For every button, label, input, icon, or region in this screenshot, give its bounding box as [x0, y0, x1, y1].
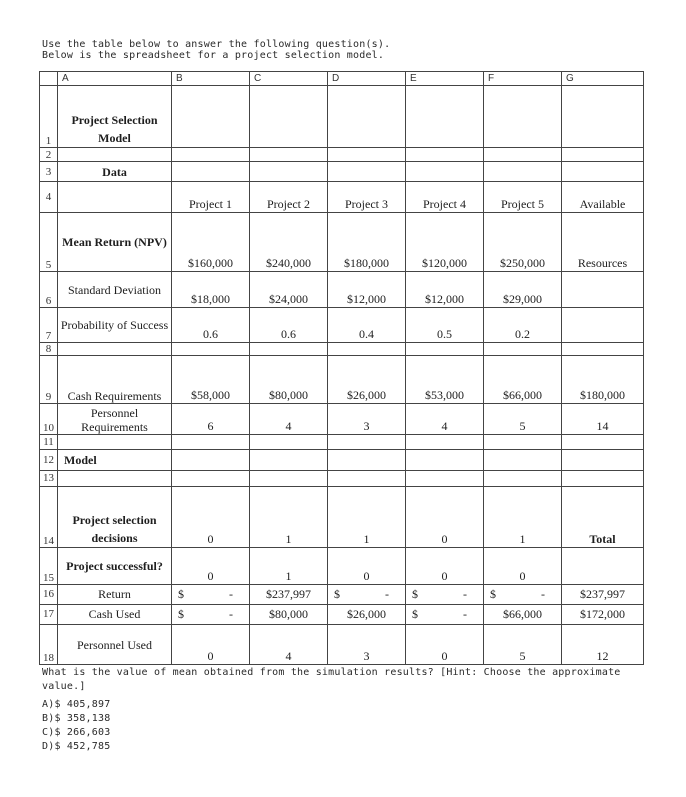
cell-e16: $ - [406, 584, 484, 604]
column-header-b: B [172, 72, 250, 86]
cell-e9: $53,000 [406, 356, 484, 404]
column-header-a: A [58, 72, 172, 86]
cell-c16: $237,997 [250, 584, 328, 604]
total-personnel-used: 12 [562, 625, 644, 665]
cell-d15: 0 [328, 547, 406, 584]
spreadsheet [39, 71, 644, 665]
cell-b14: 0 [172, 487, 250, 547]
cell-c15: 1 [250, 547, 328, 584]
cell-g5: Resources [562, 213, 644, 272]
row-13 [40, 470, 644, 487]
row-number: 10 [40, 404, 58, 435]
cell-e14: 0 [406, 487, 484, 547]
row-number: 17 [40, 604, 58, 625]
model-section-label: Model [58, 449, 172, 470]
cell-g10: 14 [562, 404, 644, 435]
cash-requirements-label: Cash Requirements [58, 356, 172, 404]
cell-b9: $58,000 [172, 356, 250, 404]
cell-c10: 4 [250, 404, 328, 435]
cell-d14: 1 [328, 487, 406, 547]
cell-e17: $ - [406, 604, 484, 625]
cell-e6: $12,000 [406, 272, 484, 307]
project-successful-label: Project successful? [58, 547, 172, 584]
std-dev-label: Standard Deviation [58, 272, 172, 307]
row-number: 6 [40, 272, 58, 307]
column-header-d: D [328, 72, 406, 86]
row-number: 9 [40, 356, 58, 404]
row-number: 12 [40, 449, 58, 470]
project-1-header: Project 1 [172, 182, 250, 213]
selection-decisions-label: Project selection decisions [58, 487, 172, 547]
title-label: Project Selection Model [58, 85, 172, 147]
cell-f18: 5 [484, 625, 562, 665]
cell-g9: $180,000 [562, 356, 644, 404]
row-15 [40, 547, 644, 584]
row-number: 1 [40, 85, 58, 147]
cell-b18: 0 [172, 625, 250, 665]
cash-used-label: Cash Used [58, 604, 172, 625]
cell-f14: 1 [484, 487, 562, 547]
cell-c9: $80,000 [250, 356, 328, 404]
cell-b10: 6 [172, 404, 250, 435]
data-section-label: Data [58, 162, 172, 182]
cell-b16: $ - [172, 584, 250, 604]
row-16 [40, 584, 644, 604]
row-number: 3 [40, 162, 58, 182]
row-17 [40, 604, 644, 625]
column-header-f: F [484, 72, 562, 86]
cell-c17: $80,000 [250, 604, 328, 625]
row-11 [40, 435, 644, 450]
intro-line-1: Use the table below to answer the following question(s). [42, 39, 391, 50]
cell-b6: $18,000 [172, 272, 250, 307]
cell-b7: 0.6 [172, 307, 250, 342]
row-9 [40, 356, 644, 404]
intro-line-2: Below is the spreadsheet for a project selection model. [42, 50, 385, 61]
answer-option-b[interactable]: B)$ 358,138 [42, 713, 111, 724]
cell-d10: 3 [328, 404, 406, 435]
cell-c7: 0.6 [250, 307, 328, 342]
row-number: 4 [40, 182, 58, 213]
cell-d16: $ - [328, 584, 406, 604]
column-header-row [40, 72, 644, 86]
total-return: $237,997 [562, 584, 644, 604]
project-4-header: Project 4 [406, 182, 484, 213]
row-number: 5 [40, 213, 58, 272]
cell-b5: $160,000 [172, 213, 250, 272]
cell-d17: $26,000 [328, 604, 406, 625]
cell-f6: $29,000 [484, 272, 562, 307]
return-label: Return [58, 584, 172, 604]
cell-d9: $26,000 [328, 356, 406, 404]
cell-f10: 5 [484, 404, 562, 435]
row-8 [40, 342, 644, 356]
answer-option-a[interactable]: A)$ 405,897 [42, 699, 111, 710]
cell-c6: $24,000 [250, 272, 328, 307]
available-header: Available [562, 182, 644, 213]
cell-f5: $250,000 [484, 213, 562, 272]
personnel-requirements-label: Personnel Requirements [58, 404, 172, 435]
total-header: Total [562, 487, 644, 547]
cell-f9: $66,000 [484, 356, 562, 404]
cell-e10: 4 [406, 404, 484, 435]
cell-c5: $240,000 [250, 213, 328, 272]
project-3-header: Project 3 [328, 182, 406, 213]
row-number: 18 [40, 625, 58, 665]
cell-f7: 0.2 [484, 307, 562, 342]
cell-e5: $120,000 [406, 213, 484, 272]
answer-option-d[interactable]: D)$ 452,785 [42, 741, 111, 752]
total-cash-used: $172,000 [562, 604, 644, 625]
row-number: 7 [40, 307, 58, 342]
row-number: 8 [40, 342, 58, 356]
answer-options [42, 698, 110, 754]
column-header-e: E [406, 72, 484, 86]
row-number: 16 [40, 584, 58, 604]
cell-f15: 0 [484, 547, 562, 584]
question-text: What is the value of mean obtained from the simulation results? [Hint: Choose the approximate value.] [42, 667, 621, 692]
row-7 [40, 307, 644, 342]
row-2 [40, 147, 644, 162]
row-18 [40, 625, 644, 665]
mean-return-label: Mean Return (NPV) [58, 213, 172, 272]
row-10 [40, 404, 644, 435]
row-14 [40, 487, 644, 547]
column-header-g: G [562, 72, 644, 86]
cell-d7: 0.4 [328, 307, 406, 342]
row-1 [40, 85, 644, 147]
column-header-c: C [250, 72, 328, 86]
cell-f16: $ - [484, 584, 562, 604]
row-6 [40, 272, 644, 307]
row-3 [40, 162, 644, 182]
row-5 [40, 213, 644, 272]
cell-d5: $180,000 [328, 213, 406, 272]
cell-e18: 0 [406, 625, 484, 665]
corner-cell [40, 72, 58, 86]
row-number: 11 [40, 435, 58, 450]
project-2-header: Project 2 [250, 182, 328, 213]
project-5-header: Project 5 [484, 182, 562, 213]
cell-b17: $ - [172, 604, 250, 625]
cell-d6: $12,000 [328, 272, 406, 307]
cell-e7: 0.5 [406, 307, 484, 342]
row-number: 14 [40, 487, 58, 547]
intro-text [42, 39, 390, 61]
personnel-used-label: Personnel Used [58, 625, 172, 665]
cell-c14: 1 [250, 487, 328, 547]
row-number: 13 [40, 470, 58, 487]
cell-c18: 4 [250, 625, 328, 665]
cell-e15: 0 [406, 547, 484, 584]
row-4 [40, 182, 644, 213]
answer-option-c[interactable]: C)$ 266,603 [42, 727, 111, 738]
cell-f17: $66,000 [484, 604, 562, 625]
row-number: 2 [40, 147, 58, 162]
row-12 [40, 449, 644, 470]
cell-b15: 0 [172, 547, 250, 584]
probability-label: Probability of Success [58, 307, 172, 342]
row-number: 15 [40, 547, 58, 584]
cell-d18: 3 [328, 625, 406, 665]
